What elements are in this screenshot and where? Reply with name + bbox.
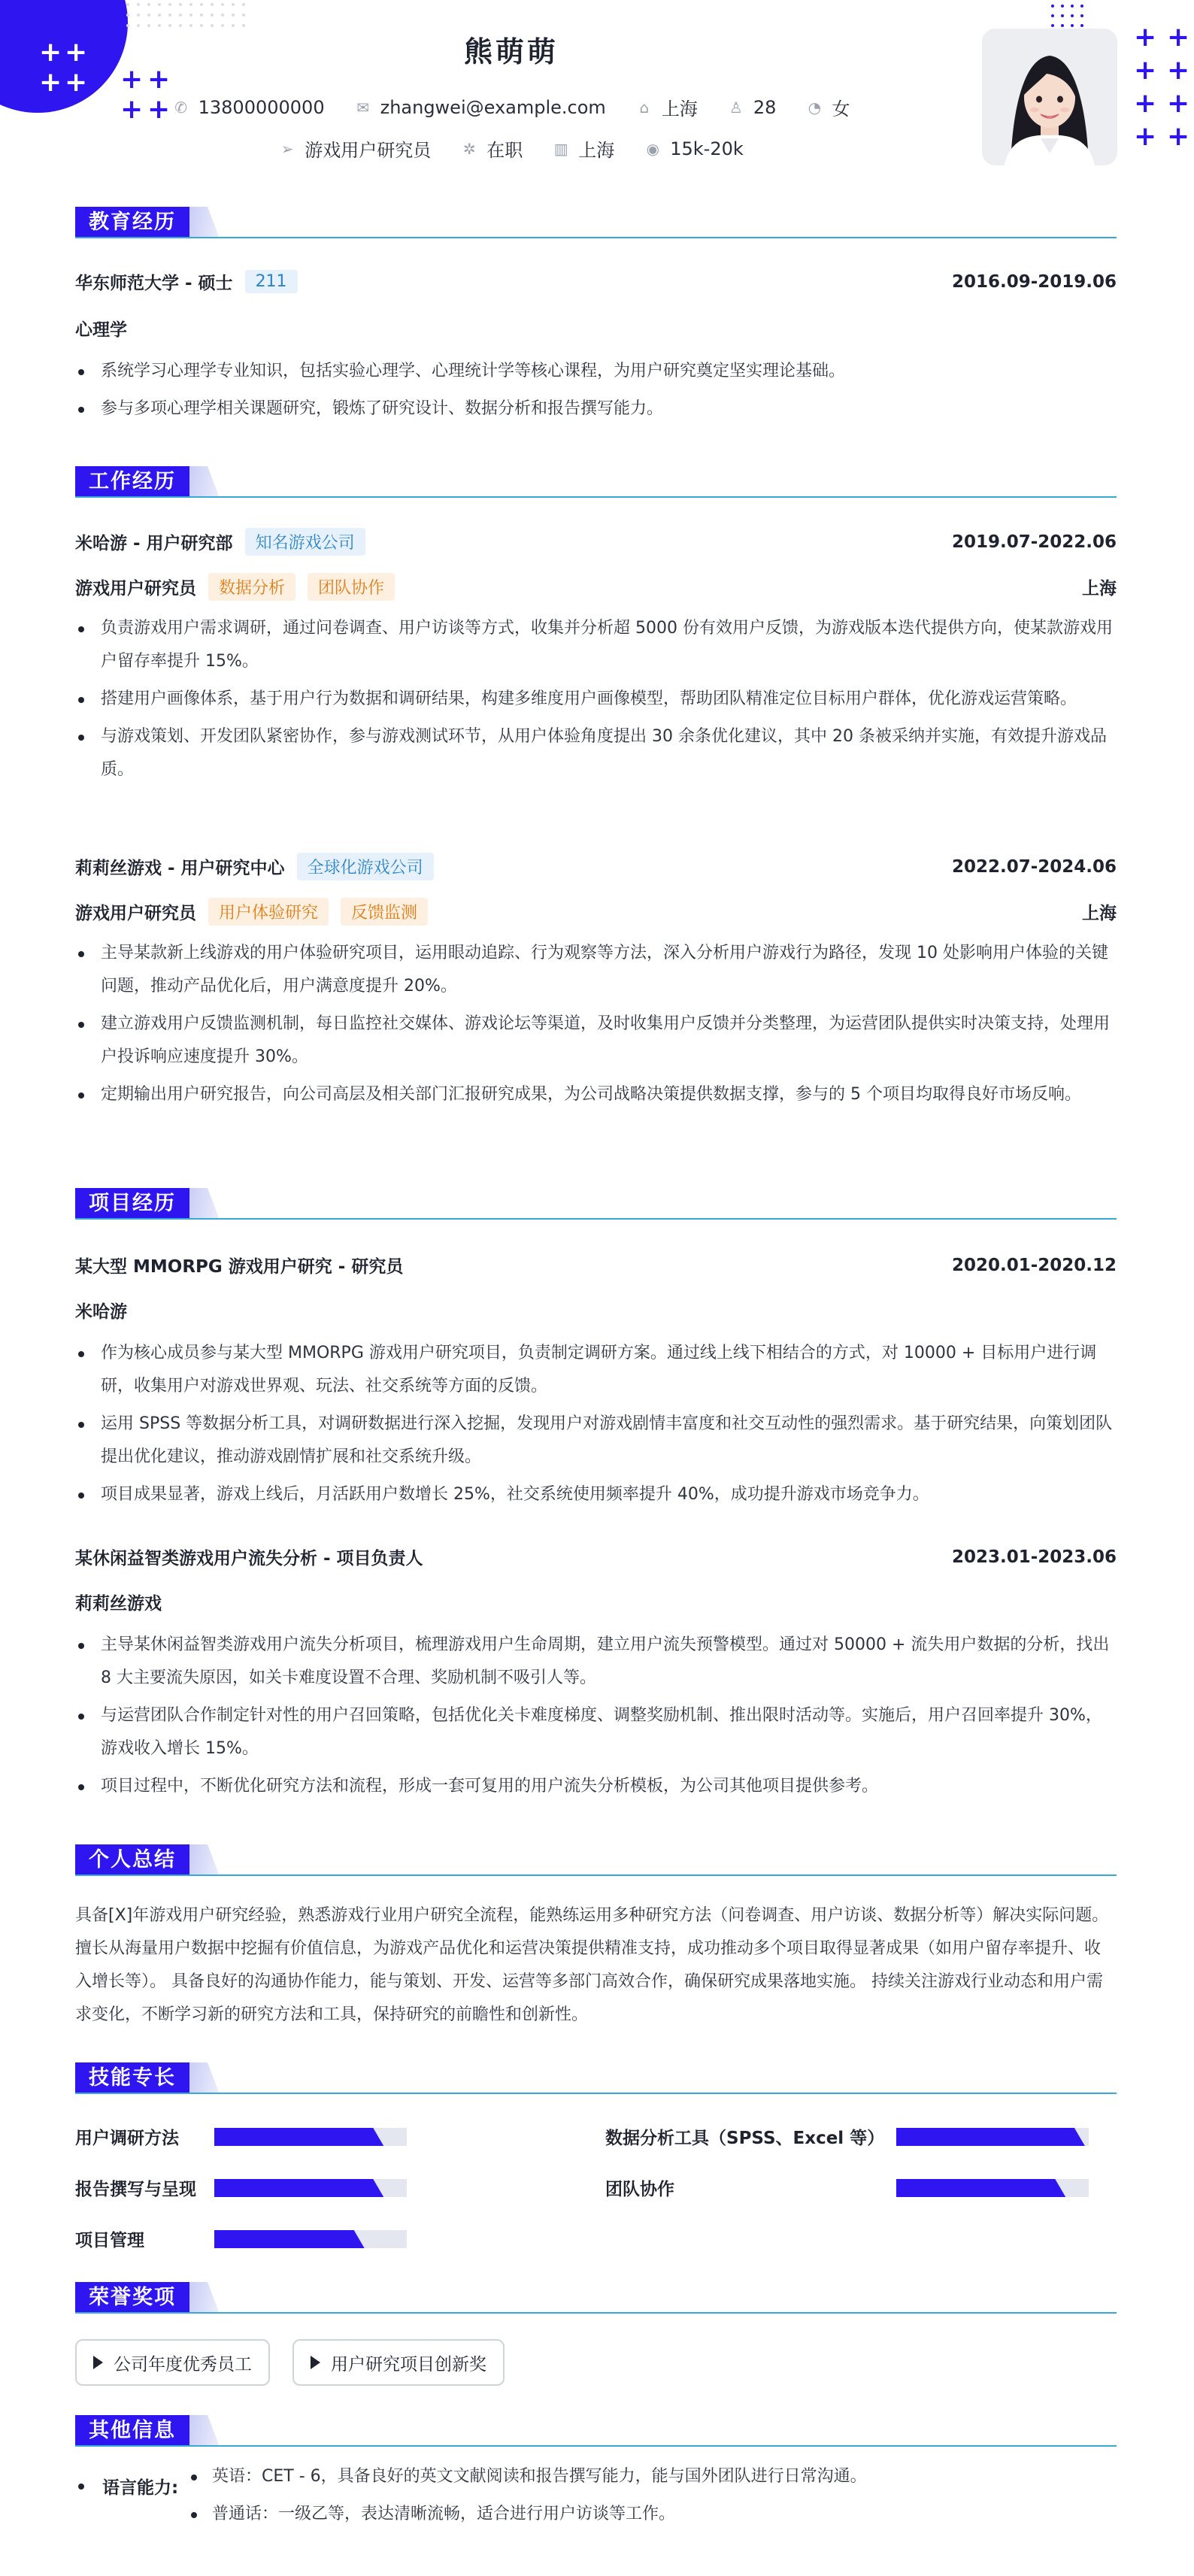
- section-title: 工作经历: [75, 466, 189, 498]
- plus-icon: +: [1167, 121, 1190, 152]
- education-bullets: [75, 355, 1117, 430]
- role-tag: 用户体验研究: [208, 898, 329, 926]
- section-title: 个人总结: [75, 1844, 189, 1876]
- role-tag: 数据分析: [208, 573, 295, 601]
- project-bullets: [75, 1629, 1117, 1808]
- age-info: [728, 94, 777, 120]
- section-title: 技能专长: [75, 2062, 189, 2094]
- work-city: 上海: [1082, 579, 1117, 599]
- skill-bar: [896, 2179, 1089, 2197]
- work-section-header: [75, 466, 1117, 501]
- education-major-row: [75, 316, 1117, 341]
- section-title: 教育经历: [75, 207, 189, 238]
- section-divider: [75, 2312, 1117, 2314]
- major-name: 心理学: [75, 320, 127, 340]
- list-item: 负责游戏用户需求调研，通过问卷调查、用户访谈等方式，收集并分析超 5000 份有效用户反馈，为游戏版本迭代提供方向，使某款游戏用户留存率提升 15%。: [75, 612, 1117, 678]
- plus-icon: +: [39, 37, 62, 68]
- section-divider: [75, 2093, 1117, 2094]
- skill-bar-fill: [214, 2128, 383, 2146]
- job-intent-row: [0, 135, 1023, 162]
- home-icon: ⌂: [639, 98, 650, 117]
- section-divider: [75, 237, 1117, 238]
- work-entry-header: [75, 528, 1117, 556]
- section-title: 项目经历: [75, 1188, 189, 1220]
- plus-icon: +: [1167, 22, 1190, 53]
- cake-icon: ♙: [729, 98, 743, 117]
- list-item: 主导某款新上线游戏的用户体验研究项目，运用眼动追踪、行为观察等方法，深入分析用户游戏行为路径，发现 10 处影响用户体验的关键问题，推动产品优化后，用户满意度提升 20%。: [75, 937, 1117, 1003]
- section-title-decoration: [189, 2062, 220, 2094]
- salary-value: 15k-20k: [670, 138, 744, 159]
- award-label: 用户研究项目创新奖: [331, 2354, 486, 2374]
- section-divider: [75, 1874, 1117, 1876]
- plus-icon: +: [147, 64, 171, 95]
- project-org: 莉莉丝游戏: [75, 1594, 162, 1614]
- target-position-info: [279, 135, 431, 162]
- target-city-info: [553, 135, 614, 162]
- decorative-dots: [126, 3, 245, 27]
- section-divider: [75, 2445, 1117, 2447]
- gender-value: 女: [832, 98, 850, 120]
- play-icon: [311, 2356, 320, 2369]
- section-title-decoration: [189, 2415, 220, 2447]
- section-title-decoration: [189, 1844, 220, 1876]
- phone-info: [173, 94, 325, 120]
- summary-text: 具备[X]年游戏用户研究经验，熟悉游戏行业用户研究全流程，能熟练运用多种研究方法（问卷调查、用户访谈、数据分析等）解决实际问题。 擅长从海量用户数据中挖掘有价值信息，为游戏产品优化和运营决策提供精准支持，成功推动多个项目取得显著成果（如用户留存率提升、收入增长等）。 具备良好的沟通协作能力，能与策划、开发、运营等多部门高效合作，确保研究成果落地实施。 持续关注游戏行业动态和用户需求变化，不断学习新的研究方法和工具，保持研究的前瞻性和创新性。: [75, 1906, 1109, 2024]
- building-icon: ▥: [553, 139, 568, 158]
- email-info: [355, 94, 606, 120]
- education-entry-header: [75, 269, 1117, 294]
- salary-info: [644, 135, 744, 162]
- role-name: 游戏用户研究员: [75, 579, 196, 599]
- status-info: [461, 135, 523, 162]
- skill-bar: [214, 2230, 407, 2248]
- work-date: 2019.07-2022.06: [951, 532, 1117, 552]
- skill-bar: [214, 2128, 407, 2146]
- project-section-header: [75, 1188, 1117, 1223]
- age-value: 28: [753, 96, 777, 118]
- coin-icon: ◉: [646, 139, 659, 158]
- work-bullets: [75, 937, 1117, 1116]
- work-bullets: [75, 612, 1117, 791]
- project-org-row: [75, 1298, 1117, 1323]
- avatar: [982, 29, 1117, 165]
- skill-bar: [214, 2179, 407, 2197]
- decorative-dots: [1051, 5, 1083, 27]
- status-value: 在职: [486, 140, 523, 161]
- skill-label: 数据分析工具（SPSS、Excel 等）: [605, 2129, 885, 2148]
- section-title-decoration: [189, 207, 220, 238]
- list-item: 建立游戏用户反馈监测机制，每日监控社交媒体、游戏论坛等渠道，及时收集用户反馈并分类整理，为运营团队提供实时决策支持，处理用户投诉响应速度提升 30%。: [75, 1008, 1117, 1074]
- skill-label: 用户调研方法: [75, 2129, 179, 2148]
- email-value: zhangwei@example.com: [380, 96, 606, 118]
- project-name: 某休闲益智类游戏用户流失分析 - 项目负责人: [75, 1549, 423, 1568]
- list-item: 运用 SPSS 等数据分析工具，对调研数据进行深入挖掘，发现用户对游戏剧情丰富度和社交互动性的强烈需求。基于研究结果，向策划团队提出优化建议，推动游戏剧情扩展和社交系统升级。: [75, 1408, 1117, 1474]
- award-label: 公司年度优秀员工: [114, 2354, 252, 2374]
- language-list: [189, 2460, 867, 2535]
- plus-icon: +: [1167, 55, 1190, 86]
- section-title-decoration: [189, 466, 220, 498]
- project-entry-header: [75, 1253, 1117, 1277]
- plus-icon: +: [65, 67, 88, 98]
- send-icon: ➢: [280, 139, 294, 158]
- role-name: 游戏用户研究员: [75, 904, 196, 923]
- candidate-name: 熊萌萌: [463, 35, 559, 68]
- skill-label: 项目管理: [75, 2231, 144, 2250]
- skills-section-header: [75, 2062, 1117, 2097]
- skill-bar-fill: [896, 2179, 1065, 2197]
- list-item: 系统学习心理学专业知识，包括实验心理学、心理统计学等核心课程，为用户研究奠定坚实理论基础。: [75, 355, 1117, 388]
- play-icon: [93, 2356, 103, 2369]
- language-label-row: [75, 2474, 178, 2499]
- list-item: 作为核心成员参与某大型 MMORPG 游戏用户研究项目，负责制定调研方案。通过线上线下相结合的方式，对 10000 + 目标用户进行调研，收集用户对游戏世界观、玩法、社交系统等方面的反馈。: [75, 1337, 1117, 1403]
- award-chip: [292, 2339, 505, 2386]
- school-tag: 211: [245, 270, 298, 293]
- education-section-header: [75, 207, 1117, 241]
- company-name: 米哈游 - 用户研究部: [75, 534, 233, 553]
- skill-label: 团队协作: [605, 2180, 674, 2199]
- education-date: 2016.09-2019.06: [951, 271, 1117, 292]
- plus-icon: +: [1134, 88, 1157, 119]
- project-name: 某大型 MMORPG 游戏用户研究 - 研究员: [75, 1257, 404, 1277]
- work-role-row: [75, 573, 1117, 601]
- company-name: 莉莉丝游戏 - 用户研究中心: [75, 859, 285, 878]
- section-title-decoration: [189, 1188, 220, 1220]
- gender-icon: ◔: [808, 98, 822, 117]
- list-item: 英语：CET - 6，具备良好的英文文献阅读和报告撰写能力，能与国外团队进行日常沟通。: [189, 2460, 867, 2493]
- other-section-header: [75, 2415, 1117, 2450]
- work-role-row: [75, 898, 1117, 926]
- plus-icon: +: [120, 64, 144, 95]
- contact-info-row: [0, 94, 1023, 120]
- target-city-value: 上海: [578, 140, 615, 161]
- list-item: 定期输出用户研究报告，向公司高层及相关部门汇报研究成果，为公司战略决策提供数据支撑，参与的 5 个项目均取得良好市场反响。: [75, 1078, 1117, 1111]
- list-item: 参与多项心理学相关课题研究，锻炼了研究设计、数据分析和报告撰写能力。: [75, 392, 1117, 426]
- role-tag: 反馈监测: [341, 898, 428, 926]
- phone-value: 13800000000: [198, 96, 325, 118]
- project-entry-header: [75, 1544, 1117, 1569]
- plus-icon: +: [1134, 55, 1157, 86]
- list-item: 与游戏策划、开发团队紧密协作，参与游戏测试环节，从用户体验角度提出 30 余条优化建议，其中 20 条被采纳并实施，有效提升游戏品质。: [75, 720, 1117, 786]
- list-item: 与运营团队合作制定针对性的用户召回策略，包括优化关卡难度梯度、调整奖励机制、推出限时活动等。实施后，用户召回率提升 30%，游戏收入增长 15%。: [75, 1699, 1117, 1765]
- plus-icon: +: [65, 37, 88, 68]
- section-title: 荣誉奖项: [75, 2282, 189, 2314]
- skill-bar-fill: [214, 2179, 383, 2197]
- award-chip: [75, 2339, 270, 2386]
- section-title: 其他信息: [75, 2415, 189, 2447]
- skill-bar-fill: [896, 2128, 1085, 2146]
- target-position-value: 游戏用户研究员: [305, 140, 432, 161]
- awards-section-header: [75, 2282, 1117, 2317]
- plus-icon: +: [120, 94, 144, 125]
- plus-icon: +: [1167, 88, 1190, 119]
- plus-icon: +: [39, 67, 62, 98]
- list-item: 主导某休闲益智类游戏用户流失分析项目，梳理游戏用户生命周期，建立用户流失预警模型。通过对 50000 + 流失用户数据的分析，找出 8 大主要流失原因，如关卡难度设置不合理、奖励机制不吸引人等。: [75, 1629, 1117, 1695]
- location-value: 上海: [661, 98, 698, 120]
- project-bullets: [75, 1337, 1117, 1516]
- bullet-dot: [78, 2484, 84, 2490]
- status-icon: ✲: [462, 139, 476, 158]
- skill-bar-fill: [214, 2230, 365, 2248]
- section-title-decoration: [189, 2282, 220, 2314]
- role-tag: 团队协作: [308, 573, 395, 601]
- list-item: 普通话：一级乙等，表达清晰流畅，适合进行用户访谈等工作。: [189, 2498, 867, 2531]
- section-divider: [75, 1218, 1117, 1220]
- project-date: 2020.01-2020.12: [951, 1255, 1117, 1275]
- plus-icon: +: [1134, 22, 1157, 53]
- list-item: 搭建用户画像体系，基于用户行为数据和调研结果，构建多维度用户画像模型，帮助团队精准定位目标用户群体，优化游戏运营策略。: [75, 683, 1117, 716]
- school-name: 华东师范大学 - 硕士: [75, 274, 233, 293]
- skill-bar: [896, 2128, 1089, 2146]
- mail-icon: ✉: [356, 98, 369, 117]
- skill-label: 报告撰写与呈现: [75, 2180, 196, 2199]
- summary-section-header: [75, 1844, 1117, 1879]
- project-org-row: [75, 1590, 1117, 1614]
- portrait-illustration: [982, 29, 1117, 165]
- plus-icon: +: [147, 94, 171, 125]
- location-info: [636, 94, 698, 120]
- list-item: 项目成果显著，游戏上线后，月活跃用户数增长 25%，社交系统使用频率提升 40%，成功提升游戏市场竞争力。: [75, 1478, 1117, 1511]
- language-label: 语言能力:: [102, 2478, 179, 2498]
- work-date: 2022.07-2024.06: [951, 856, 1117, 877]
- section-divider: [75, 496, 1117, 498]
- gender-info: [806, 94, 850, 120]
- work-city: 上海: [1082, 904, 1117, 923]
- company-tag: 全球化游戏公司: [297, 853, 434, 880]
- work-entry-header: [75, 853, 1117, 880]
- project-date: 2023.01-2023.06: [951, 1547, 1117, 1567]
- company-tag: 知名游戏公司: [245, 528, 365, 556]
- phone-icon: ✆: [174, 98, 187, 117]
- project-org: 米哈游: [75, 1302, 127, 1322]
- plus-icon: +: [1134, 121, 1157, 152]
- list-item: 项目过程中，不断优化研究方法和流程，形成一套可复用的用户流失分析模板，为公司其他项目提供参考。: [75, 1770, 1117, 1803]
